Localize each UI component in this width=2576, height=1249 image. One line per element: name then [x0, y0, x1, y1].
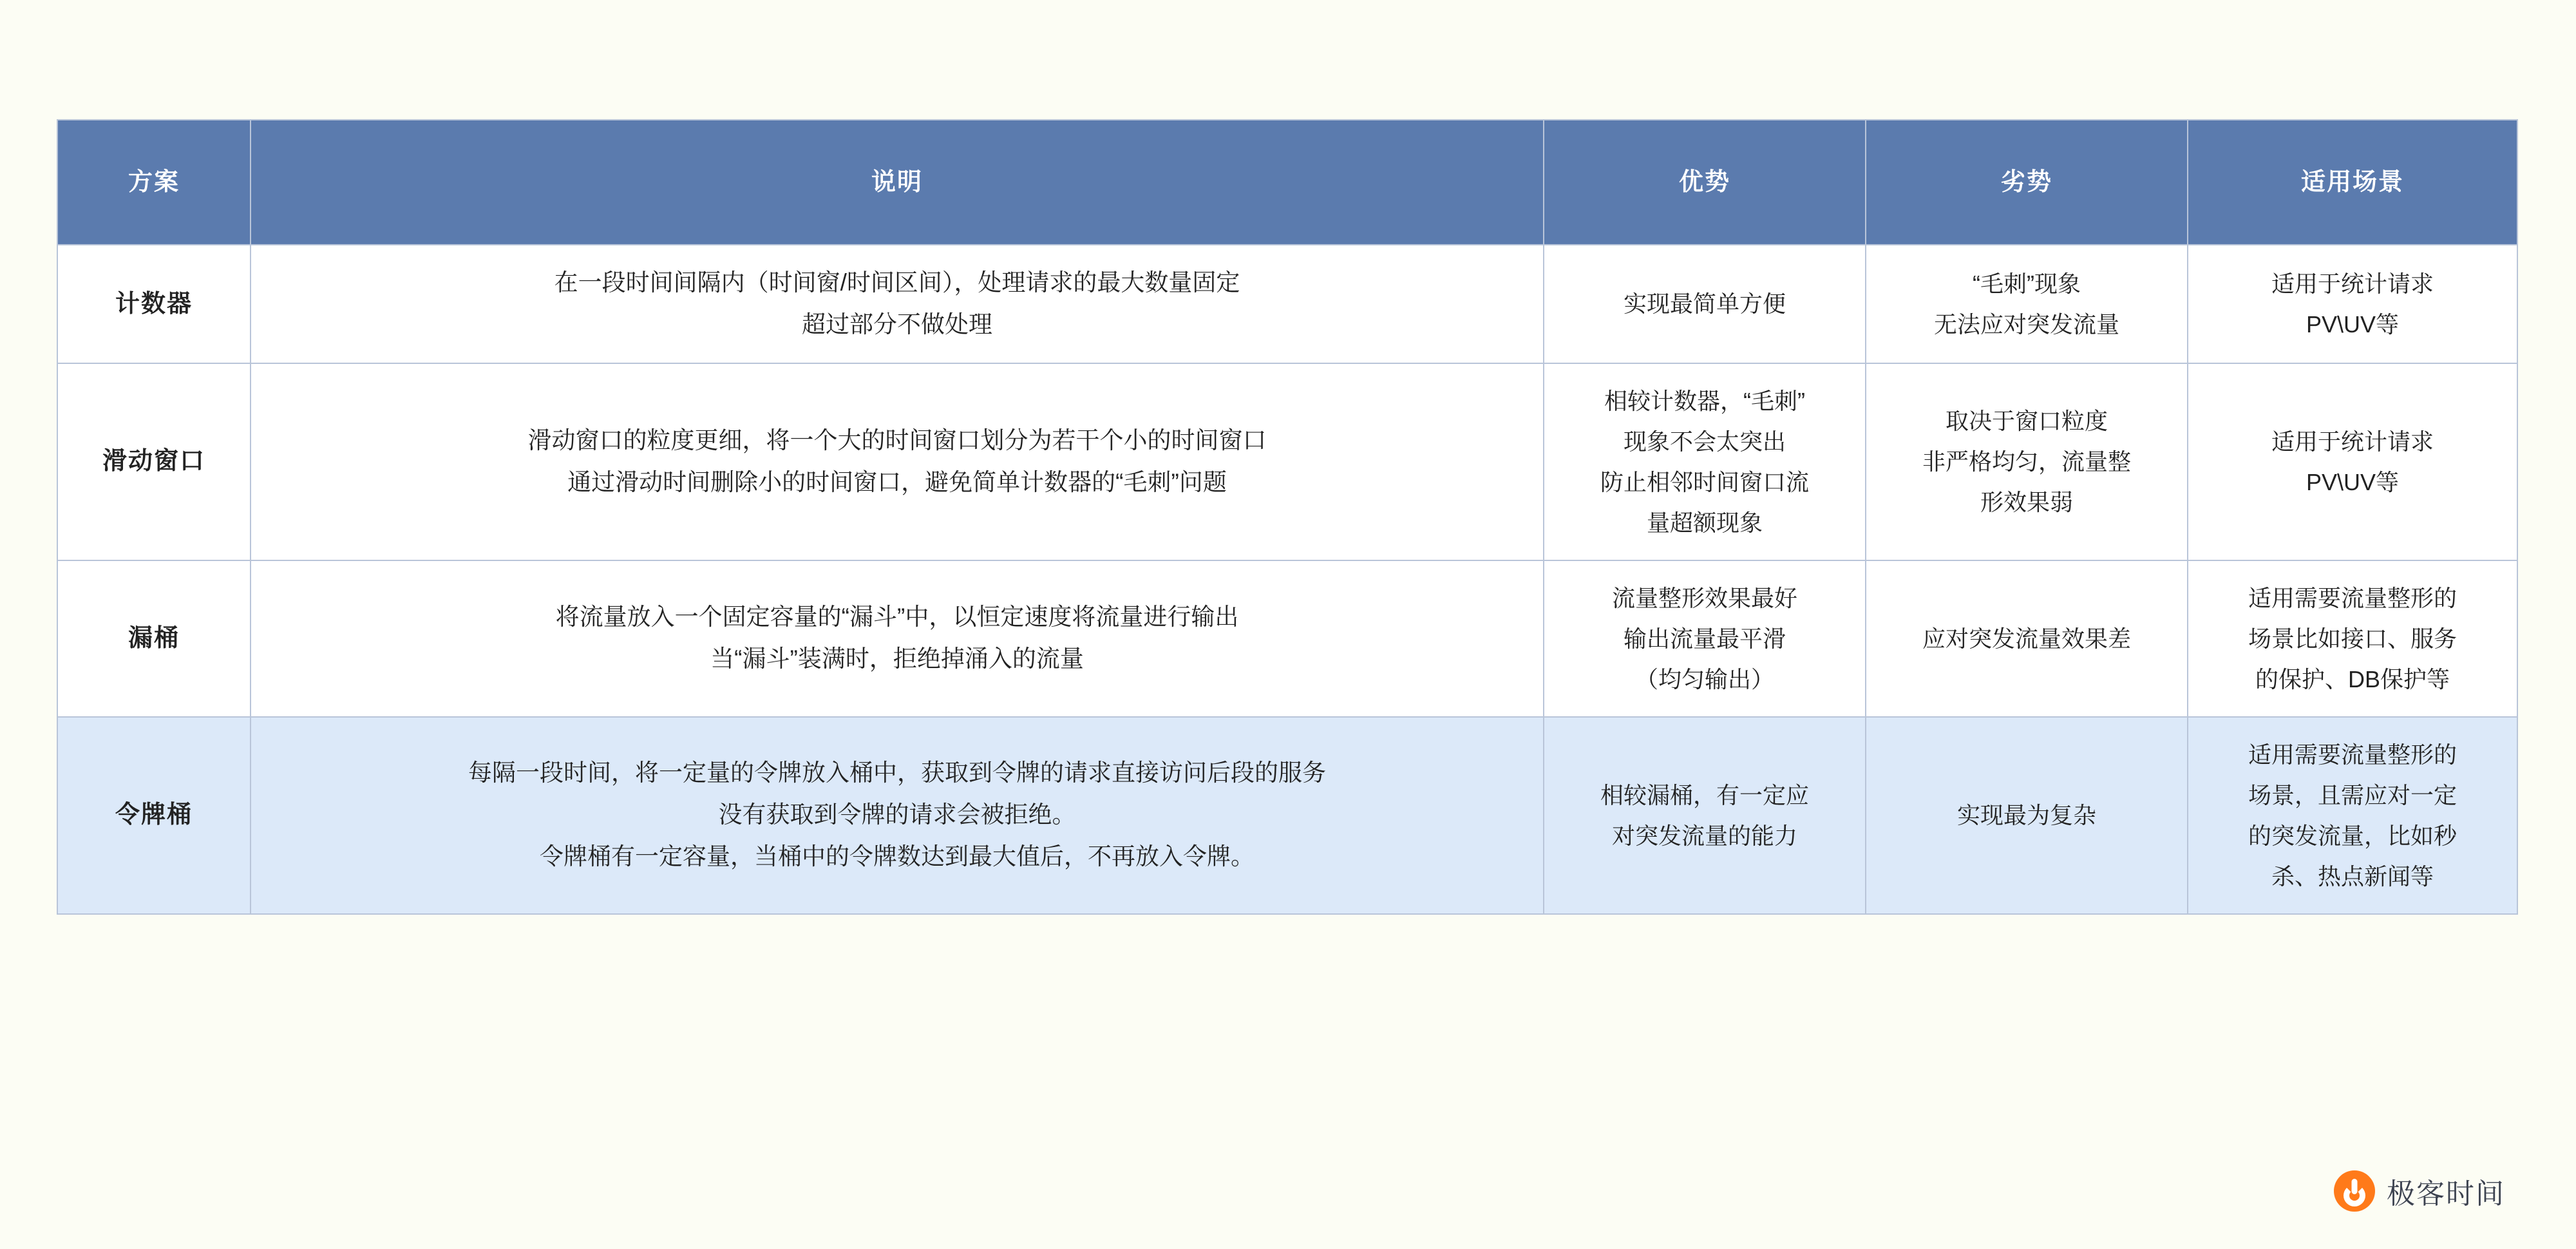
disadvantage-line: 应对突发流量效果差	[1922, 625, 2131, 652]
scenario-line: 适用于统计请求	[2271, 428, 2434, 455]
advantage-line: 对突发流量的能力	[1611, 822, 1797, 849]
cell-description	[251, 717, 1544, 914]
disadvantage-line: 实现最为复杂	[1956, 802, 2096, 828]
advantage-line: 流量整形效果最好	[1611, 584, 1797, 611]
cell-description	[251, 363, 1544, 560]
column-header-scenario: 适用场景	[2188, 120, 2517, 245]
table-row	[57, 560, 2517, 717]
advantage-line: 相较漏桶，有一定应	[1600, 781, 1809, 808]
scenario-line: PV\UV等	[2306, 468, 2400, 495]
disadvantage-line: 形效果弱	[1980, 489, 2073, 515]
scenario-line: 杀、热点新闻等	[2271, 863, 2434, 890]
cell-disadvantage	[1866, 245, 2188, 363]
scenario-line: 适用需要流量整形的	[2248, 584, 2457, 611]
cell-scenario	[2188, 245, 2517, 363]
description-line: 超过部分不做处理	[802, 310, 992, 338]
scenario-line: 适用需要流量整形的	[2248, 741, 2457, 768]
cell-scenario	[2188, 363, 2517, 560]
brand-name: 极客时间	[2387, 1178, 2505, 1210]
description-line: 将流量放入一个固定容量的“漏斗”中，以恒定速度将流量进行输出	[555, 604, 1239, 631]
scenario-line: PV\UV等	[2306, 310, 2400, 338]
table-header	[57, 120, 2517, 245]
cell-plan	[57, 363, 251, 560]
description-line: 在一段时间间隔内（时间窗/时间区间），处理请求的最大数量固定	[554, 269, 1240, 296]
cell-advantage	[1544, 717, 1866, 914]
table-header-row	[57, 120, 2517, 245]
cell-disadvantage	[1866, 717, 2188, 914]
scenario-line: 适用于统计请求	[2271, 270, 2434, 297]
cell-disadvantage	[1866, 363, 2188, 560]
plan-label: 滑动窗口	[102, 448, 205, 475]
description-line: 当“漏斗”装满时，拒绝掉涌入的流量	[710, 645, 1084, 672]
cell-advantage	[1544, 245, 1866, 363]
comparison-table	[57, 119, 2518, 915]
cell-plan	[57, 560, 251, 717]
description-line: 每隔一段时间，将一定量的令牌放入桶中，获取到令牌的请求直接访问后段的服务	[468, 759, 1326, 787]
plan-label: 计数器	[115, 290, 193, 318]
disadvantage-line: 非严格均匀，流量整	[1922, 448, 2131, 475]
plan-label: 令牌桶	[115, 801, 193, 829]
cell-advantage	[1544, 363, 1866, 560]
table-row	[57, 245, 2517, 363]
table-row	[57, 717, 2517, 914]
disadvantage-line: 取决于窗口粒度	[1945, 408, 2108, 434]
description-line: 通过滑动时间删除小的时间窗口，避免简单计数器的“毛刺”问题	[567, 468, 1227, 495]
scenario-line: 场景，且需应对一定	[2248, 781, 2457, 808]
rate-limit-comparison-table	[57, 119, 2517, 915]
description-line: 令牌桶有一定容量，当桶中的令牌数达到最大值后，不再放入令牌。	[540, 843, 1255, 870]
description-line: 滑动窗口的粒度更细，将一个大的时间窗口划分为若干个小的时间窗口	[527, 426, 1267, 453]
advantage-line: 相较计数器，“毛刺”	[1604, 387, 1805, 414]
cell-description	[251, 560, 1544, 717]
table-body	[57, 245, 2517, 914]
advantage-line: （均匀输出）	[1634, 665, 1774, 692]
cell-disadvantage	[1866, 560, 2188, 717]
advantage-line: 现象不会太突出	[1623, 428, 1786, 455]
column-header-advantage: 优势	[1544, 120, 1866, 245]
column-header-plan: 方案	[57, 120, 251, 245]
advantage-line: 实现最简单方便	[1623, 291, 1786, 318]
cell-advantage	[1544, 560, 1866, 717]
cell-plan	[57, 717, 251, 914]
table-row	[57, 363, 2517, 560]
scenario-line: 的突发流量，比如秒	[2248, 822, 2457, 849]
scenario-line: 场景比如接口、服务	[2248, 625, 2457, 652]
description-line: 没有获取到令牌的请求会被拒绝。	[718, 801, 1076, 828]
cell-description	[251, 245, 1544, 363]
scenario-line: 的保护、DB保护等	[2255, 665, 2450, 692]
column-header-disadvantage: 劣势	[1866, 120, 2188, 245]
cell-scenario	[2188, 717, 2517, 914]
advantage-line: 量超额现象	[1646, 509, 1763, 536]
disadvantage-line: “毛刺”现象	[1973, 270, 2081, 297]
cell-scenario	[2188, 560, 2517, 717]
geekbang-logo-icon	[2334, 1170, 2375, 1212]
advantage-line: 防止相邻时间窗口流	[1600, 468, 1809, 495]
column-header-description: 说明	[251, 120, 1544, 245]
disadvantage-line: 无法应对突发流量	[1933, 310, 2119, 338]
plan-label: 漏桶	[128, 624, 180, 652]
brand-watermark	[2334, 1170, 2505, 1212]
cell-plan	[57, 245, 251, 363]
advantage-line: 输出流量最平滑	[1623, 625, 1786, 652]
